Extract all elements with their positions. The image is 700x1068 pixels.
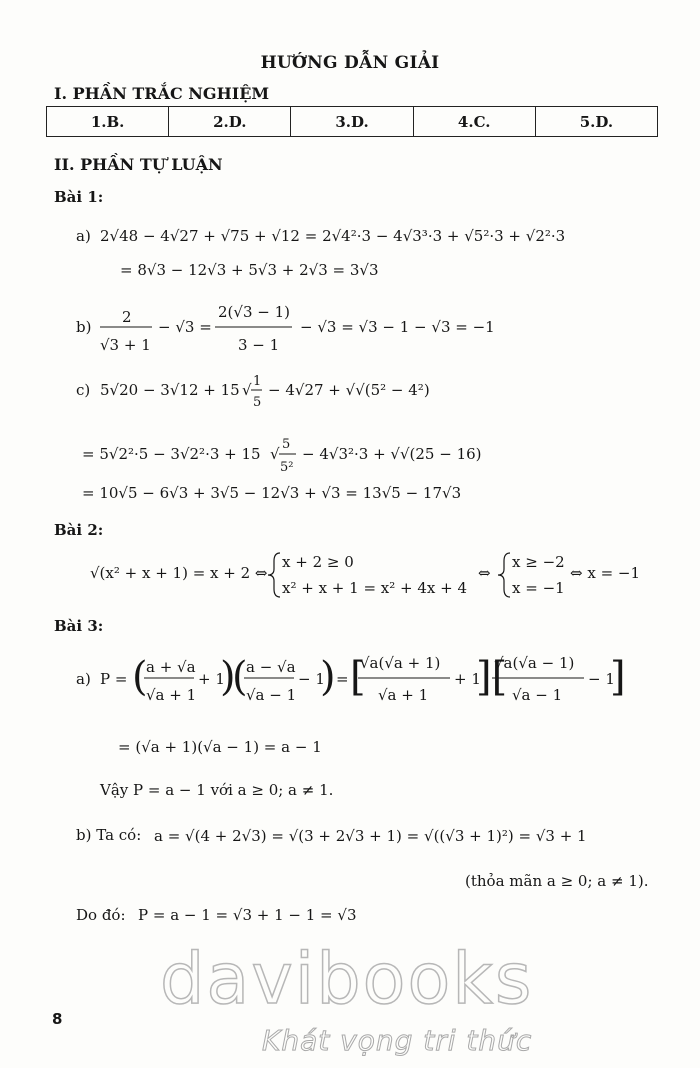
svg-text:): ) xyxy=(220,654,236,700)
part2-heading: II. PHẦN TỰ LUẬN xyxy=(54,155,223,174)
svg-text:a − √a: a − √a xyxy=(246,658,296,676)
svg-text:− √3 =: − √3 = xyxy=(158,318,212,336)
svg-text:5√20 − 3√12 + 15: 5√20 − 3√12 + 15 xyxy=(100,381,240,399)
svg-text:P = a − 1 = √3 + 1 − 1 = √3: P = a − 1 = √3 + 1 − 1 = √3 xyxy=(138,906,357,924)
svg-text:√a + 1: √a + 1 xyxy=(378,686,429,704)
svg-text:a + √a: a + √a xyxy=(146,658,196,676)
bai3-a-formulas xyxy=(60,640,660,770)
answer-table xyxy=(46,106,658,137)
svg-text:x + 2 ≥ 0: x + 2 ≥ 0 xyxy=(282,553,354,571)
page-title: HƯỚNG DẪN GIẢI xyxy=(260,53,440,73)
svg-text:√(x² + x + 1) = x + 2 ⇔: √(x² + x + 1) = x + 2 ⇔ xyxy=(90,564,268,582)
svg-text:√a − 1: √a − 1 xyxy=(246,686,297,704)
bai1-label: Bài 1: xyxy=(54,188,104,206)
answer-cell: 3.D. xyxy=(291,107,413,136)
watermark-slogan: Khát vọng tri thức xyxy=(262,1024,533,1057)
svg-text:][: ][ xyxy=(476,654,508,700)
svg-text:+ 1: + 1 xyxy=(454,670,481,688)
svg-text:2: 2 xyxy=(122,308,132,326)
bai3-label: Bài 3: xyxy=(54,617,104,635)
svg-text:− 4√27 + √√(5² − 4²): − 4√27 + √√(5² − 4²) xyxy=(268,381,430,399)
svg-text:2(√3 − 1): 2(√3 − 1) xyxy=(218,303,290,321)
svg-text:x = −1: x = −1 xyxy=(512,579,565,597)
svg-text:= 10√5 − 6√3 + 3√5 − 12√3 + √3: = 10√5 − 6√3 + 3√5 − 12√3 + √3 = 13√5 − 17√3 xyxy=(82,484,462,502)
svg-text:P =: P = xyxy=(100,670,128,688)
bai3-final-formula xyxy=(134,896,434,931)
answer-cell: 5.D. xyxy=(579,112,614,131)
svg-text:=: = xyxy=(336,670,349,688)
bai1-formulas xyxy=(60,215,660,515)
watermark-brand: davibooks xyxy=(160,938,534,1020)
svg-text:√3 + 1: √3 + 1 xyxy=(100,336,151,354)
answer-cell: 1.B. xyxy=(47,107,169,136)
bai2-label: Bài 2: xyxy=(54,521,104,539)
svg-text:[: [ xyxy=(350,654,366,700)
answer-cell: 2.D. xyxy=(169,107,291,136)
bai3-a-prefix: a) xyxy=(76,670,91,688)
bai3-conclusion: Vậy P = a − 1 với a ≥ 0; a ≠ 1. xyxy=(100,781,334,799)
svg-text:= 8√3 − 12√3 + 5√3 + 2√3 = 3√3: = 8√3 − 12√3 + 5√3 + 2√3 = 3√3 xyxy=(120,261,379,279)
svg-text:− √3 = √3 − 1 − √3 = −1: − √3 = √3 − 1 − √3 = −1 xyxy=(300,318,495,336)
svg-text:+ 1: + 1 xyxy=(198,670,225,688)
svg-text:− 1: − 1 xyxy=(298,670,325,688)
svg-text:= (√a + 1)(√a − 1) = a − 1: = (√a + 1)(√a − 1) = a − 1 xyxy=(118,738,322,756)
bai3-condition: (thỏa mãn a ≥ 0; a ≠ 1). xyxy=(465,872,649,890)
svg-text:5: 5 xyxy=(282,437,291,452)
svg-text:5: 5 xyxy=(253,395,262,410)
part1-heading: I. PHẦN TRẮC NGHIỆM xyxy=(54,84,270,103)
svg-text:√a − 1: √a − 1 xyxy=(512,686,563,704)
svg-text:− 4√3²·3 + √√(25 − 16): − 4√3²·3 + √√(25 − 16) xyxy=(302,445,482,463)
svg-text:2√48 − 4√27 + √75 + √12 = 2√4²: 2√48 − 4√27 + √75 + √12 = 2√4²·3 − 4√3³·3 + √5²·3 + √2²·3 xyxy=(100,227,566,245)
svg-text:): ) xyxy=(320,654,336,700)
svg-text:3 − 1: 3 − 1 xyxy=(238,336,280,354)
svg-text:5²: 5² xyxy=(280,460,294,475)
svg-text:√a(√a + 1): √a(√a + 1) xyxy=(360,654,441,672)
svg-text:⇔ x = −1: ⇔ x = −1 xyxy=(570,564,641,582)
svg-text:⇔: ⇔ xyxy=(478,564,491,582)
svg-text:x² + x + 1 = x² + 4x + 4: x² + x + 1 = x² + 4x + 4 xyxy=(282,579,468,597)
svg-text:= 5√2²·5 − 3√2²·3 + 15: = 5√2²·5 − 3√2²·3 + 15 xyxy=(82,445,261,463)
svg-text:√: √ xyxy=(242,381,252,399)
svg-text:√a(√a − 1): √a(√a − 1) xyxy=(494,654,575,672)
svg-text:(: ( xyxy=(232,654,248,700)
bai1-c-prefix: c) xyxy=(76,381,91,399)
bai2-formula xyxy=(60,545,660,605)
svg-text:x ≥ −2: x ≥ −2 xyxy=(512,553,565,571)
svg-text:(: ( xyxy=(132,654,148,700)
answer-cell: 4.C. xyxy=(414,107,536,136)
svg-text:√: √ xyxy=(270,445,280,463)
page-number: 8 xyxy=(52,1010,63,1028)
svg-text:]: ] xyxy=(610,654,626,700)
svg-text:1: 1 xyxy=(253,374,262,389)
bai1-b-prefix: b) xyxy=(76,318,92,336)
svg-text:− 1: − 1 xyxy=(588,670,615,688)
svg-text:√a + 1: √a + 1 xyxy=(146,686,197,704)
bai3-b-prefix: b) Ta có: xyxy=(76,826,142,844)
bai3-b-formula xyxy=(150,815,620,860)
bai3-final-prefix: Do đó: xyxy=(76,906,126,924)
bai1-a-prefix: a) xyxy=(76,227,91,245)
svg-text:a = √(4 + 2√3) = √(3 + 2√3 + 1: a = √(4 + 2√3) = √(3 + 2√3 + 1) = √((√3 + 1)²) = √3 + 1 xyxy=(154,827,587,845)
